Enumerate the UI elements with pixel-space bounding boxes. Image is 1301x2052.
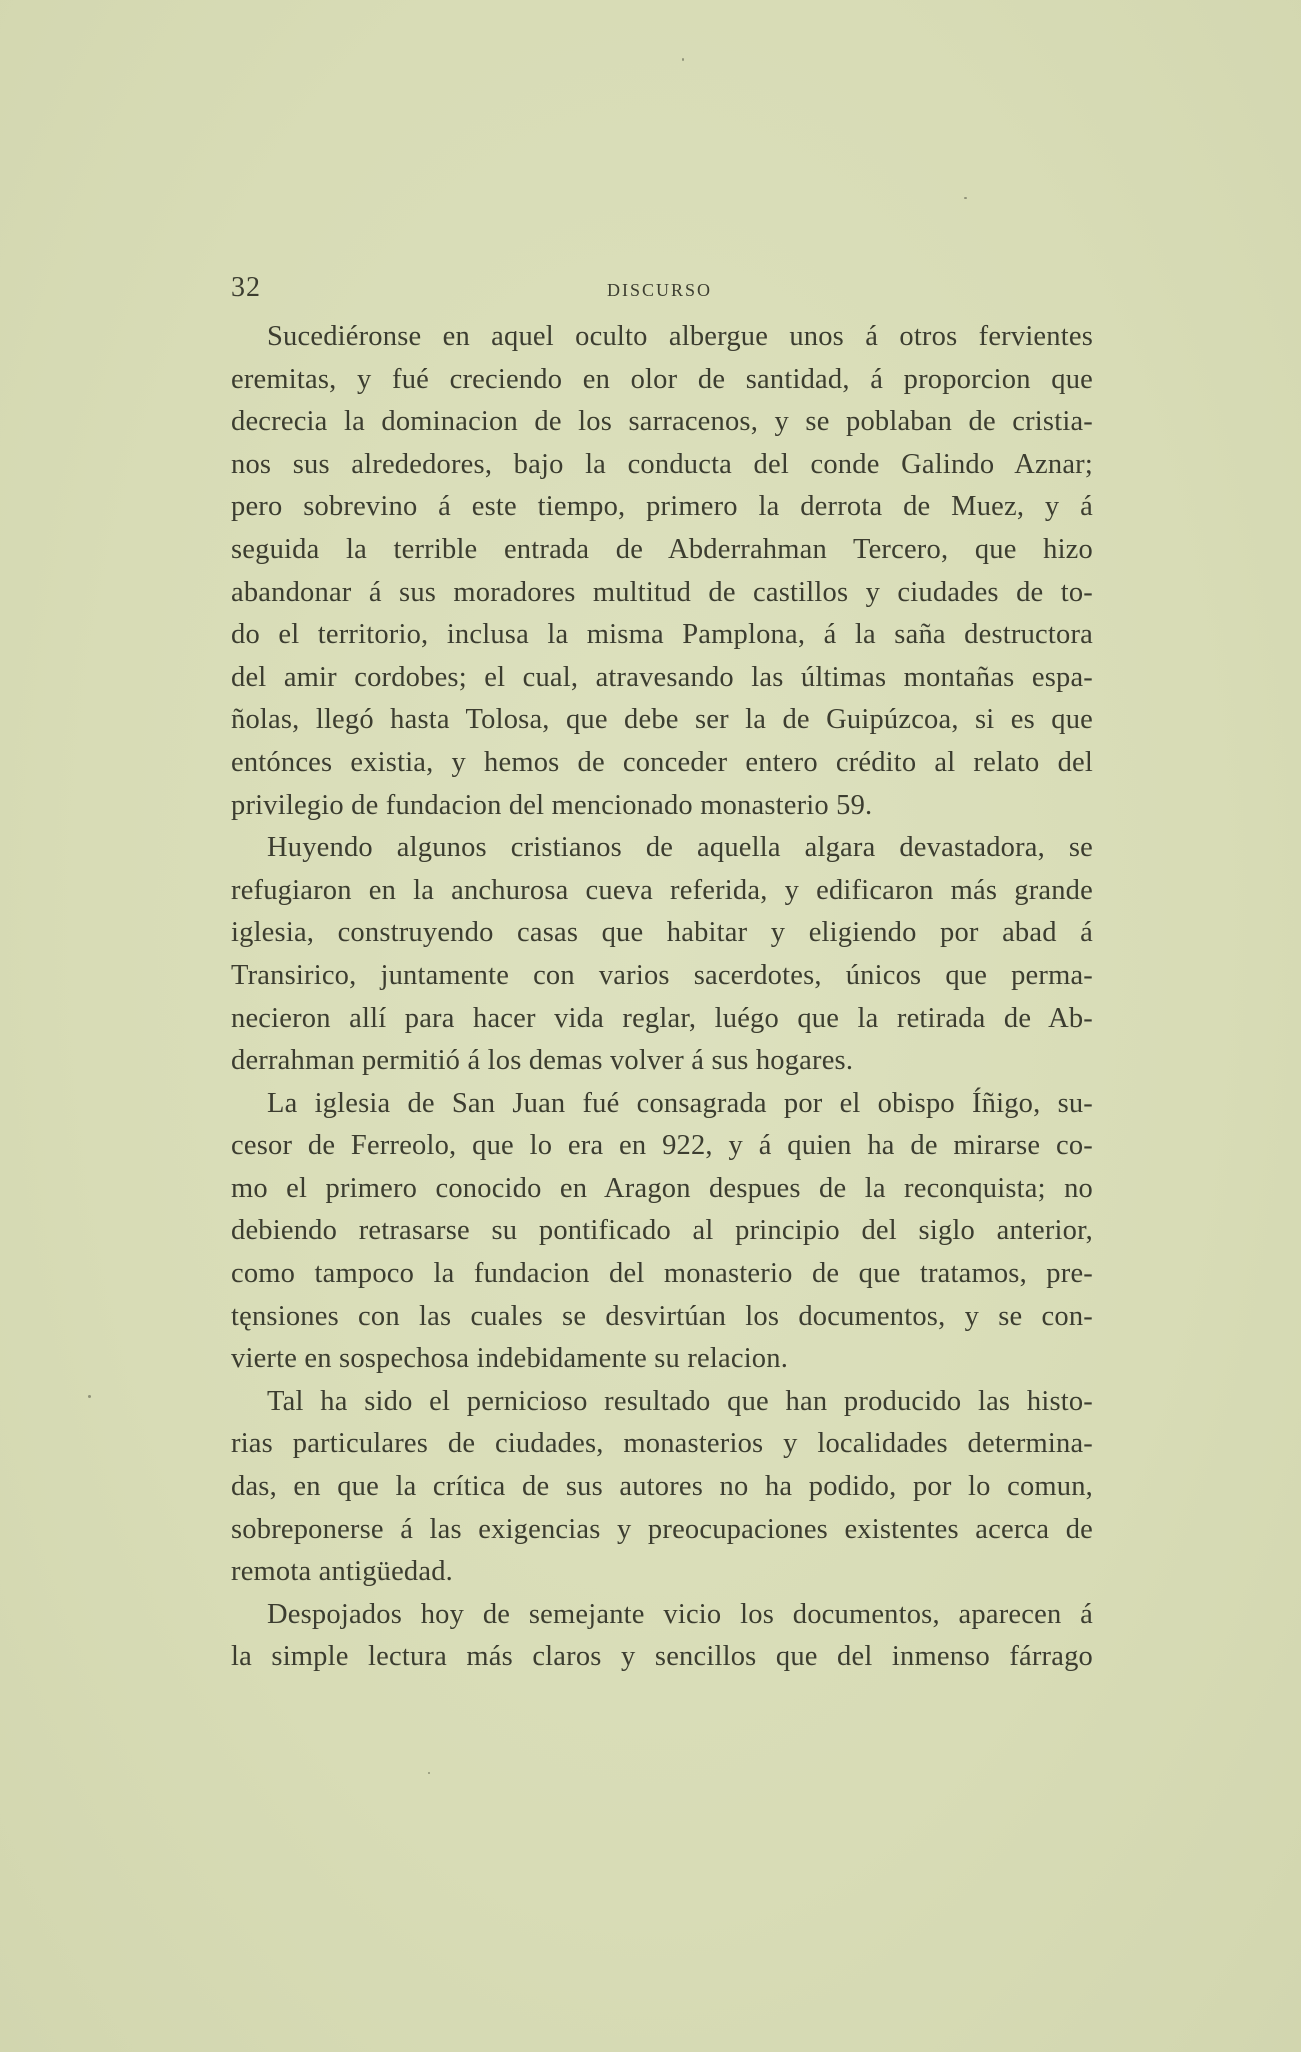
text-line: seguida la terrible entrada de Abderrahman Tercero, que hizo <box>231 533 1093 565</box>
text-line: privilegio de fundacion del mencionado monasterio 59. <box>231 789 873 821</box>
text-line: La iglesia de San Juan fué consagrada por el obispo Íñigo, su- <box>267 1087 1093 1119</box>
text-line: nos sus alrededores, bajo la conducta del conde Galindo Aznar; <box>231 448 1093 480</box>
text-line: das, en que la crítica de sus autores no ha podido, por lo comun, <box>231 1471 1093 1503</box>
text-line: debiendo retrasarse su pontificado al principio del siglo anterior, <box>231 1215 1093 1247</box>
text-line: Despojados hoy de semejante vicio los documentos, aparecen á <box>267 1598 1093 1630</box>
paragraph <box>231 1381 1093 1594</box>
text-line: abandonar á sus moradores multitud de castillos y ciudades de to- <box>231 576 1093 608</box>
text-line: mo el primero conocido en Aragon despues de la reconquista; no <box>231 1172 1093 1204</box>
text-line: do el territorio, inclusa la misma Pamplona, á la saña destructora <box>231 619 1093 651</box>
text-line: como tampoco la fundacion del monasterio de que tratamos, pre- <box>231 1258 1093 1290</box>
text-line: derrahman permitió á los demas volver á sus hogares. <box>231 1045 854 1077</box>
text-line: refugiaron en la anchurosa cueva referida, y edificaron más grande <box>231 874 1093 906</box>
text-line: iglesia, construyendo casas que habitar y eligiendo por abad á <box>231 917 1093 949</box>
paragraph <box>231 1594 1093 1679</box>
paragraph <box>231 1083 1093 1381</box>
text-line: del amir cordobes; el cual, atravesando las últimas montañas espa- <box>231 661 1093 693</box>
text-line: tęnsiones con las cuales se desvirtúan los documentos, y se con- <box>231 1300 1093 1332</box>
paper-speck <box>88 1395 91 1398</box>
text-line: decrecia la dominacion de los sarracenos, y se poblaban de cristia- <box>231 406 1093 438</box>
text-line: cesor de Ferreolo, que lo era en 922, y á quien ha de mirarse co- <box>231 1130 1093 1162</box>
text-line: Tal ha sido el pernicioso resultado que han producido las histo- <box>267 1385 1093 1417</box>
text-line: remota antigüedad. <box>231 1556 454 1588</box>
paper-speck <box>682 58 684 61</box>
text-line: entónces existia, y hemos de conceder entero crédito al relato del <box>231 746 1093 778</box>
text-line: Huyendo algunos cristianos de aquella algara devastadora, se <box>267 832 1093 864</box>
running-head <box>231 272 1093 308</box>
paragraph <box>231 316 1093 827</box>
text-line: vierte en sospechosa indebidamente su relacion. <box>231 1343 789 1375</box>
paragraph <box>231 827 1093 1083</box>
text-line: rias particulares de ciudades, monasterios y localidades determina- <box>231 1428 1093 1460</box>
paper-speck <box>428 1772 430 1774</box>
running-title: DISCURSO <box>607 280 713 300</box>
text-line: ñolas, llegó hasta Tolosa, que debe ser la de Guipúzcoa, si es que <box>231 704 1093 736</box>
body-text <box>231 316 1093 1679</box>
page-number: 32 <box>231 272 261 303</box>
text-line: Sucediéronse en aquel oculto albergue unos á otros fervientes <box>267 321 1093 352</box>
text-line: eremitas, y fué creciendo en olor de santidad, á proporcion que <box>231 363 1093 395</box>
text-line: la simple lectura más claros y sencillos que del inmenso fárrago <box>231 1641 1093 1673</box>
text-line: pero sobrevino á este tiempo, primero la derrota de Muez, y á <box>231 491 1093 523</box>
text-line: sobreponerse á las exigencias y preocupaciones existentes acerca de <box>231 1513 1093 1545</box>
text-line: necieron allí para hacer vida reglar, luégo que la retirada de Ab- <box>231 1002 1093 1034</box>
text-line: Transirico, juntamente con varios sacerdotes, únicos que perma- <box>231 959 1093 991</box>
paper-speck <box>964 197 967 199</box>
